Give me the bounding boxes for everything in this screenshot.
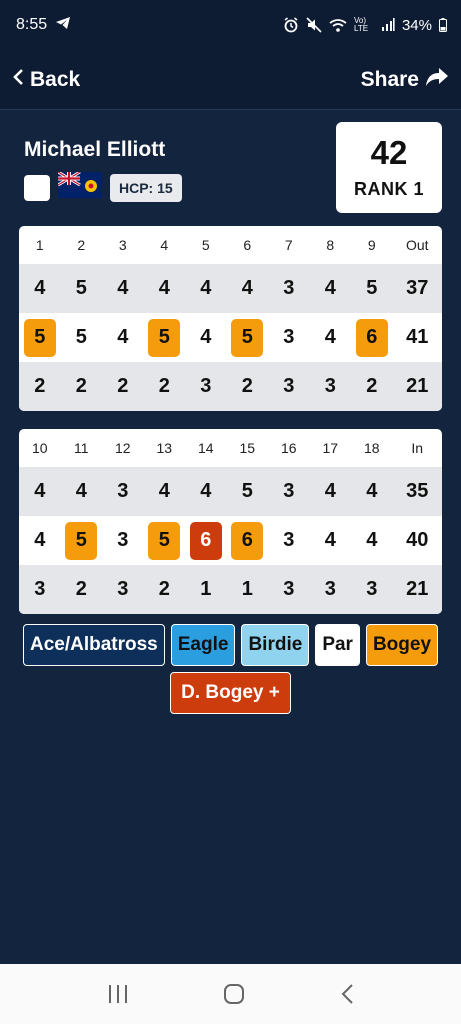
- battery-level: 34%: [401, 16, 432, 34]
- hole-number-cell: 14: [197, 440, 214, 456]
- par-cell: 4: [324, 480, 336, 502]
- hole-number-cell: 11: [73, 440, 89, 456]
- score-cell: [351, 313, 393, 362]
- battery-icon: [439, 18, 447, 32]
- legend-par: Par: [315, 624, 360, 666]
- hole-number-cell: 3: [118, 237, 127, 253]
- par-cell: 4: [117, 277, 129, 299]
- hole-number-row: [19, 226, 442, 264]
- score-cell: [185, 516, 227, 565]
- points-cell: 2: [366, 375, 378, 397]
- hole-number-cell: 8: [326, 237, 335, 253]
- score-row: [19, 313, 442, 362]
- legend-eagle: Eagle: [171, 624, 236, 666]
- system-back-icon[interactable]: [340, 983, 354, 1005]
- back-button[interactable]: [12, 68, 80, 92]
- front-nine-scorecard: [19, 226, 442, 411]
- hole-number-cell: 4: [160, 237, 169, 253]
- player-name: Michael Elliott: [24, 138, 166, 161]
- score-cell: [144, 313, 186, 362]
- par-cell: 5: [241, 480, 253, 502]
- score-cell: [144, 516, 186, 565]
- points-cell: 2: [34, 375, 46, 397]
- score-legend: [0, 624, 461, 714]
- score-row: [19, 516, 442, 565]
- points-cell: 3: [283, 578, 295, 600]
- bogey-badge: 6: [231, 522, 263, 560]
- total-points: 42: [370, 133, 408, 171]
- hole-number-cell: 1: [35, 237, 44, 253]
- hole-number-cell: 12: [114, 440, 131, 456]
- share-button[interactable]: [361, 67, 449, 93]
- player-info: [24, 138, 182, 203]
- share-label: Share: [360, 67, 419, 91]
- points-cell: 2: [75, 375, 87, 397]
- par-row: [19, 264, 442, 313]
- par-cell: 4: [158, 480, 170, 502]
- par-cell: 4: [34, 277, 46, 299]
- status-bar: [0, 0, 461, 50]
- score-cell: 5: [75, 326, 87, 348]
- score-cell: 4: [34, 529, 46, 551]
- bogey-badge: 5: [231, 319, 263, 357]
- bogey-badge: 5: [65, 522, 97, 560]
- par-cell: 4: [75, 480, 87, 502]
- points-cell: 2: [241, 375, 253, 397]
- hole-number-cell: 18: [363, 440, 380, 456]
- par-row: [19, 467, 442, 516]
- points-cell: 3: [324, 578, 336, 600]
- hole-number-cell: 15: [239, 440, 256, 456]
- bogey-badge: 5: [148, 319, 180, 357]
- hole-number-cell: 17: [322, 440, 339, 456]
- back-label: Back: [30, 67, 81, 91]
- recent-apps-icon[interactable]: [107, 984, 129, 1004]
- points-cell: 3: [366, 578, 378, 600]
- bogey-badge: 6: [356, 319, 388, 357]
- points-cell: 3: [324, 375, 336, 397]
- score-cell: 3: [283, 326, 295, 348]
- points-cell: 2: [75, 578, 87, 600]
- hole-number-cell: 6: [243, 237, 252, 253]
- network-type: Vo) LTE: [353, 16, 369, 33]
- par-cell: 4: [200, 277, 212, 299]
- score-cell: [61, 516, 103, 565]
- top-app-bar: [0, 50, 461, 110]
- score-cell: 4: [117, 326, 129, 348]
- points-cell: 3: [283, 375, 295, 397]
- points-cell: 2: [117, 375, 129, 397]
- chevron-left-icon: [12, 68, 24, 92]
- hole-number-cell: 7: [284, 237, 293, 253]
- par-cell: 4: [241, 277, 253, 299]
- bogey-badge: 5: [148, 522, 180, 560]
- points-cell: 3: [200, 375, 212, 397]
- hole-number-total-cell: Out: [405, 237, 429, 253]
- score-cell: 4: [324, 529, 336, 551]
- points-total-cell: 21: [406, 375, 429, 397]
- wifi-icon: [329, 18, 347, 33]
- double-bogey-badge: 6: [190, 522, 222, 560]
- hole-number-cell: 5: [201, 237, 210, 253]
- par-cell: 4: [158, 277, 170, 299]
- rank-card: [336, 122, 442, 213]
- rank-label: RANK 1: [353, 178, 424, 199]
- points-cell: 3: [117, 578, 129, 600]
- par-cell: 4: [324, 277, 336, 299]
- points-cell: 1: [241, 578, 253, 600]
- points-row: [19, 565, 442, 614]
- legend-bogey: Bogey: [366, 624, 438, 666]
- hole-number-cell: 13: [156, 440, 173, 456]
- par-cell: 5: [366, 277, 378, 299]
- score-cell: 4: [366, 529, 378, 551]
- score-cell: 4: [200, 326, 212, 348]
- par-cell: 4: [34, 480, 46, 502]
- points-cell: 3: [34, 578, 46, 600]
- hole-number-row: [19, 429, 442, 467]
- home-icon[interactable]: [223, 983, 245, 1005]
- par-total-cell: 35: [406, 480, 429, 502]
- mute-icon: [306, 17, 322, 33]
- player-color-swatch: [24, 175, 50, 201]
- par-cell: 4: [366, 480, 378, 502]
- legend-birdie: Birdie: [241, 624, 309, 666]
- score-cell: 3: [283, 529, 295, 551]
- legend-ace-albatross: Ace/Albatross: [23, 624, 165, 666]
- score-cell: [19, 313, 61, 362]
- back-nine-scorecard: [19, 429, 442, 614]
- points-row: [19, 362, 442, 411]
- points-cell: 2: [158, 375, 170, 397]
- telegram-icon: [55, 16, 71, 35]
- par-total-cell: 37: [406, 277, 429, 299]
- hole-number-cell: 16: [280, 440, 297, 456]
- status-time: 8:55: [16, 16, 48, 33]
- score-cell: [227, 313, 269, 362]
- handicap-badge: HCP: 15: [110, 174, 182, 202]
- hole-number-total-cell: In: [411, 440, 424, 456]
- alarm-icon: [283, 17, 299, 33]
- share-arrow-icon: [425, 67, 449, 93]
- par-cell: 5: [75, 277, 87, 299]
- score-cell: 3: [117, 529, 129, 551]
- signal-icon: [381, 18, 395, 32]
- hole-number-cell: 2: [77, 237, 86, 253]
- score-total-cell: 41: [406, 326, 429, 348]
- score-cell: 4: [324, 326, 336, 348]
- australian-flag-icon: [58, 172, 102, 203]
- hole-number-cell: 10: [31, 440, 48, 456]
- legend-double-bogey: D. Bogey +: [170, 672, 291, 714]
- par-cell: 3: [283, 480, 295, 502]
- par-cell: 4: [200, 480, 212, 502]
- score-total-cell: 40: [406, 529, 429, 551]
- bogey-badge: 5: [24, 319, 56, 357]
- par-cell: 3: [117, 480, 129, 502]
- score-cell: [227, 516, 269, 565]
- points-cell: 1: [200, 578, 212, 600]
- points-cell: 2: [158, 578, 170, 600]
- points-total-cell: 21: [406, 578, 429, 600]
- par-cell: 3: [283, 277, 295, 299]
- system-navigation-bar: [0, 964, 461, 1024]
- hole-number-cell: 9: [367, 237, 376, 253]
